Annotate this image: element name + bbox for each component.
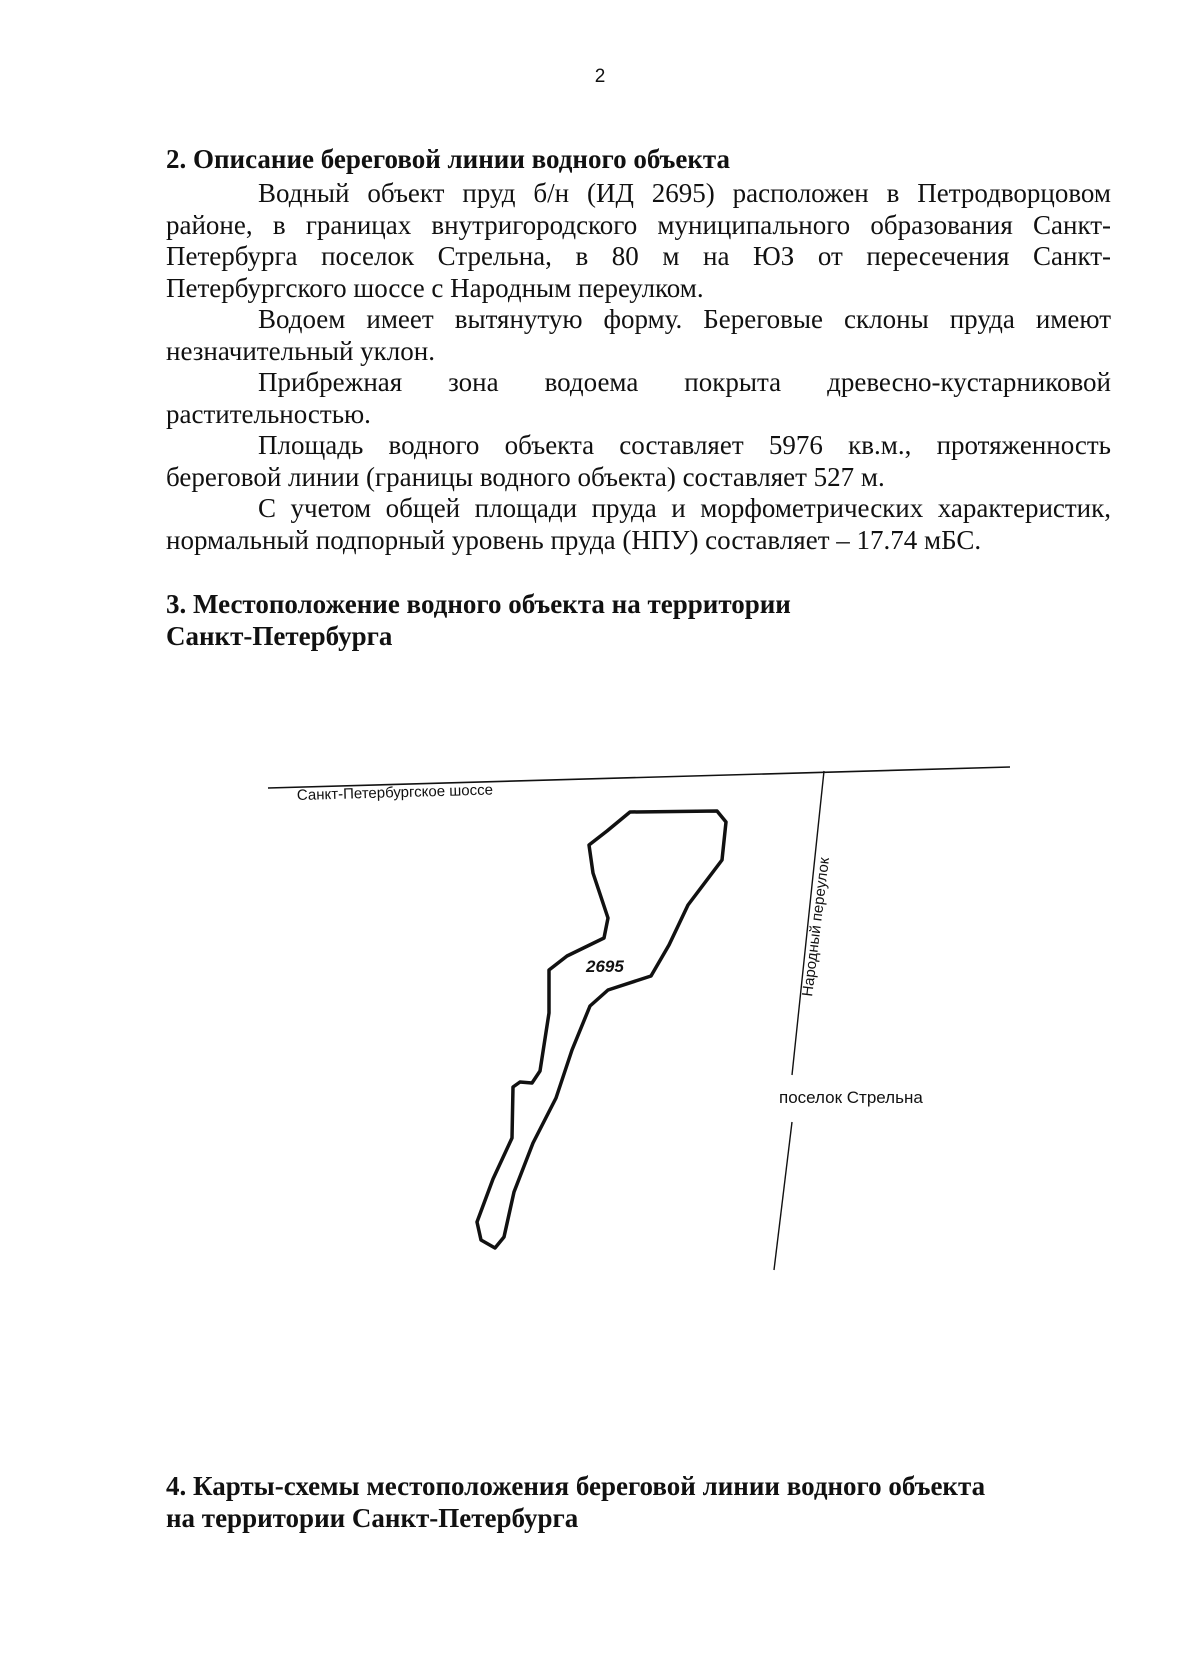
section-2-heading: 2. Описание береговой линии водного объекта <box>166 144 731 174</box>
section-3-heading-line-1: 3. Местоположение водного объекта на территории <box>166 589 791 619</box>
section-4-heading-line-2: на территории Санкт-Петербурга <box>166 1503 579 1533</box>
paragraph-water-level: С учетом общей площади пруда и морфометрических характеристик, нормальный подпорный уровень пруда (НПУ) составляет – 17.74 мБС. <box>166 493 1111 555</box>
settlement-label: поселок Стрельна <box>779 1088 923 1107</box>
pond-id-label: 2695 <box>586 957 624 976</box>
section-3-heading-line-2: Санкт-Петербурга <box>166 621 393 651</box>
location-map <box>0 700 1200 1300</box>
street-line-lower <box>774 1122 792 1270</box>
paragraph-vegetation: Прибрежная зона водоема покрыта древесно-кустарниковой растительностью. <box>166 367 1111 429</box>
paragraph-shape: Водоем имеет вытянутую форму. Береговые склоны пруда имеют незначительный уклон. <box>166 304 1111 366</box>
street-label: Народный переулок <box>799 856 834 998</box>
paragraph-location: Водный объект пруд б/н (ИД 2695) расположен в Петродворцовом районе, в границах внутригородского муниципального образования Санкт-Петербурга поселок Стрельна, в 80 м на ЮЗ от пересечения Санкт-Петербургского шоссе с Народным переулком. <box>166 178 1111 303</box>
page-number: 2 <box>594 66 606 87</box>
pond-outline <box>477 811 726 1248</box>
section-4-heading-line-1: 4. Карты-схемы местоположения береговой линии водного объекта <box>166 1471 986 1501</box>
highway-label: Санкт-Петербургское шоссе <box>296 781 494 804</box>
paragraph-area: Площадь водного объекта составляет 5976 кв.м., протяженность береговой линии (границы водного объекта) составляет 527 м. <box>166 430 1111 492</box>
